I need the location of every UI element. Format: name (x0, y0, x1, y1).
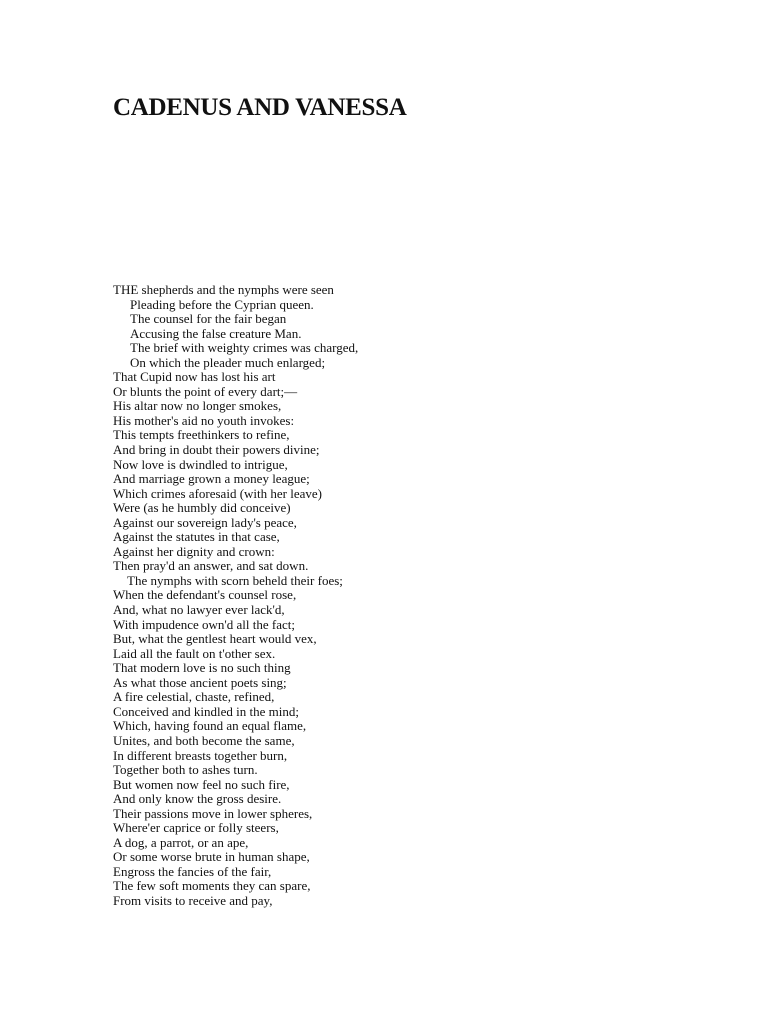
poem-line: Laid all the fault on t'other sex. (113, 645, 276, 661)
poem-line: And, what no lawyer ever lack'd, (113, 602, 285, 618)
poem-line: The brief with weighty crimes was charged, (130, 340, 359, 356)
poem-line: Against our sovereign lady's peace, (113, 514, 297, 530)
poem-line: That modern love is no such thing (113, 660, 291, 676)
poem-line: Now love is dwindled to intrigue, (113, 456, 288, 472)
poem-line: And bring in doubt their powers divine; (113, 442, 320, 458)
poem-line: Or blunts the point of every dart;— (113, 383, 298, 399)
poem-line: Pleading before the Cyprian queen. (130, 296, 314, 312)
poem-line: With impudence own'd all the fact; (113, 616, 295, 632)
poem-line: The few soft moments they can spare, (113, 878, 311, 894)
poem-line: Unites, and both become the same, (113, 732, 295, 748)
poem-line: His mother's aid no youth invokes: (113, 412, 295, 428)
poem-line: And marriage grown a money league; (113, 471, 310, 487)
poem-line: A fire celestial, chaste, refined, (113, 689, 275, 705)
poem-line: When the defendant's counsel rose, (113, 587, 297, 603)
poem-line: Conceived and kindled in the mind; (113, 703, 299, 719)
poem-line: Which crimes aforesaid (with her leave) (113, 485, 322, 501)
poem-line: But, what the gentlest heart would vex, (113, 631, 317, 647)
poem-title: CADENUS AND VANESSA (113, 94, 407, 121)
poem-line: The counsel for the fair began (130, 311, 287, 327)
poem-line: On which the pleader much enlarged; (130, 354, 326, 370)
poem-line: Against her dignity and crown: (113, 543, 275, 559)
poem-body (113, 283, 673, 909)
poem-line: His altar now no longer smokes, (113, 398, 282, 414)
poem-line: And only know the gross desire. (113, 791, 282, 807)
poem-line: Where'er caprice or folly steers, (113, 820, 279, 836)
poem-line: A dog, a parrot, or an ape, (113, 834, 249, 850)
poem-line: The nymphs with scorn beheld their foes; (127, 572, 343, 588)
poem-line: From visits to receive and pay, (113, 892, 273, 908)
poem-line: In different breasts together burn, (113, 747, 288, 763)
poem-line: Or some worse brute in human shape, (113, 849, 310, 865)
poem-line: Then pray'd an answer, and sat down. (113, 558, 309, 574)
poem-line: Were (as he humbly did conceive) (113, 500, 291, 516)
poem-line: As what those ancient poets sing; (113, 674, 287, 690)
poem-line: Accusing the false creature Man. (130, 325, 302, 341)
poem-line: Against the statutes in that case, (113, 529, 280, 545)
poem-line: This tempts freethinkers to refine, (113, 427, 290, 443)
poem-line: But women now feel no such fire, (113, 776, 290, 792)
poem-line: THE shepherds and the nymphs were seen (113, 282, 334, 297)
poem-line: Their passions move in lower spheres, (113, 805, 313, 821)
poem-line: That Cupid now has lost his art (113, 369, 276, 385)
poem-line: Together both to ashes turn. (113, 762, 258, 778)
poem-line: Engross the fancies of the fair, (113, 863, 272, 879)
poem-line: Which, having found an equal flame, (113, 718, 307, 734)
